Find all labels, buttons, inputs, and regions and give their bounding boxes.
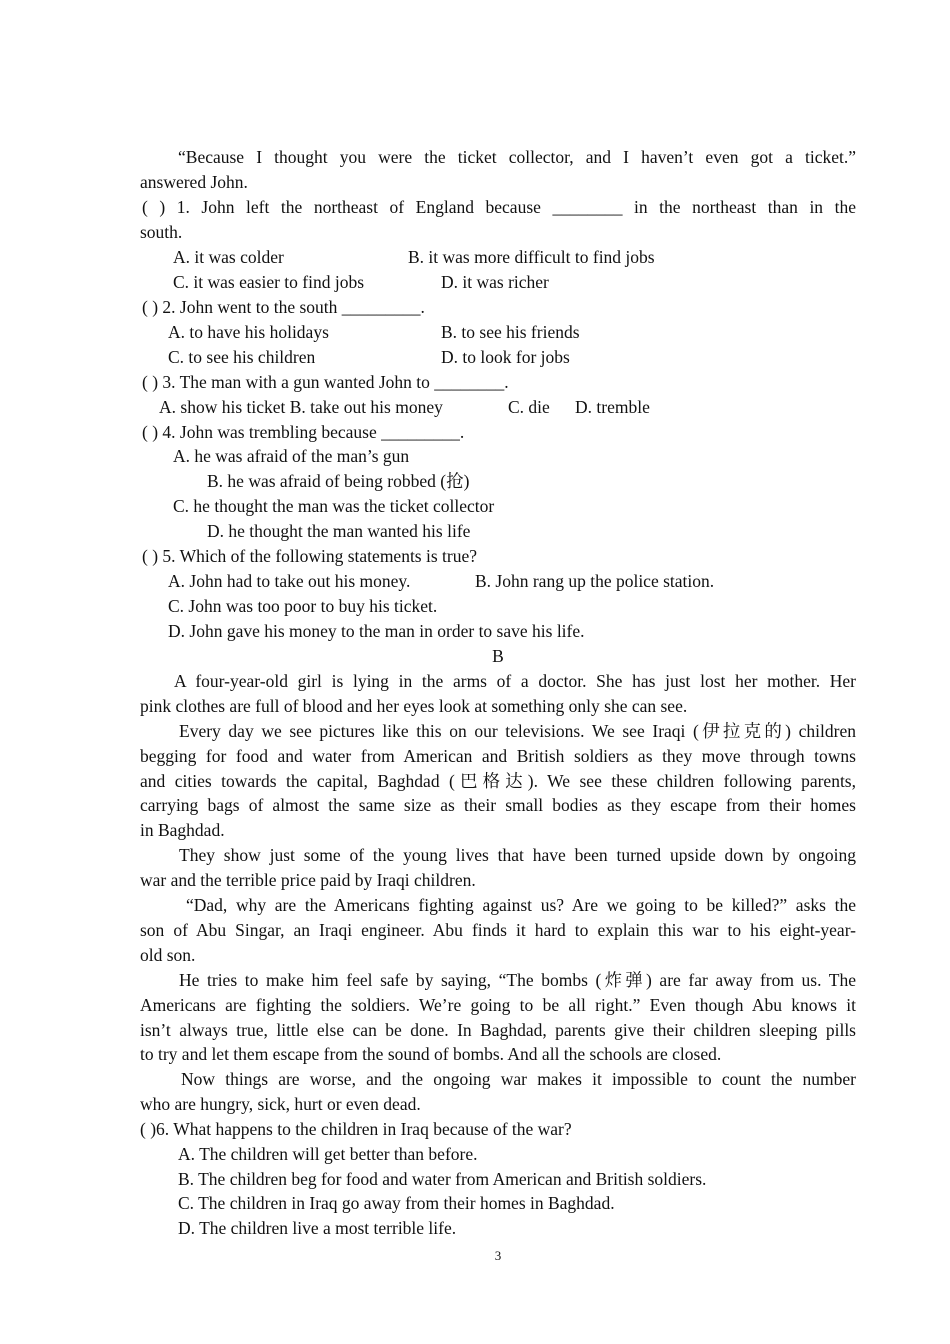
passage-line: son of Abu Singar, an Iraqi engineer. Abu finds it hard to explain this war to his eight-year-	[140, 920, 856, 940]
question-4-option-c: C. he thought the man was the ticket collector	[173, 496, 495, 516]
passage-line: to try and let them escape from the sound of bombs. And all the schools are closed.	[140, 1044, 722, 1064]
question-2-option-c: C. to see his children	[168, 347, 316, 367]
question-1-option-d: D. it was richer	[441, 272, 549, 292]
question-1-option-b: B. it was more difficult to find jobs	[408, 247, 655, 267]
question-3-stem: ( ) 3. The man with a gun wanted John to ________.	[142, 372, 509, 392]
passage-line: in Baghdad.	[140, 820, 225, 840]
passage-line: carrying bags of almost the same size as their small bodies as they escape from their homes	[140, 795, 856, 815]
passage-line: who are hungry, sick, hurt or even dead.	[140, 1094, 421, 1114]
question-2-stem: ( ) 2. John went to the south _________.	[142, 297, 425, 317]
passage-line: He tries to make him feel safe by saying, “The bombs (炸弹) are far away from us. The	[179, 970, 856, 990]
question-5-option-d: D. John gave his money to the man in order to save his life.	[168, 621, 585, 641]
question-4-option-a: A. he was afraid of the man’s gun	[173, 446, 410, 466]
question-6-option-c: C. The children in Iraq go away from their homes in Baghdad.	[178, 1193, 615, 1213]
question-4-stem: ( ) 4. John was trembling because _________.	[142, 422, 465, 442]
passage-line: Americans are fighting the soldiers. We’re going to be all right.” Even though Abu knows it	[140, 995, 856, 1015]
question-4-option-b: B. he was afraid of being robbed (抢)	[207, 471, 470, 491]
question-2-option-a: A. to have his holidays	[168, 322, 329, 342]
passage-line: A four-year-old girl is lying in the arms of a doctor. She has just lost her mother. Her	[174, 671, 856, 691]
question-3-option-ab: A. show his ticket B. take out his money	[159, 397, 443, 417]
section-b-heading: B	[492, 646, 504, 666]
question-3-option-d: D. tremble	[575, 397, 650, 417]
question-2-option-b: B. to see his friends	[441, 322, 580, 342]
passage-line: Every day we see pictures like this on our televisions. We see Iraqi (伊拉克的) children	[179, 721, 856, 741]
question-1-option-a: A. it was colder	[173, 247, 284, 267]
question-6-option-a: A. The children will get better than before.	[178, 1144, 478, 1164]
question-5-option-c: C. John was too poor to buy his ticket.	[168, 596, 438, 616]
question-6-option-b: B. The children beg for food and water from American and British soldiers.	[178, 1169, 707, 1189]
passage-line: Now things are worse, and the ongoing war makes it impossible to count the number	[181, 1069, 856, 1089]
passage-line: pink clothes are full of blood and her eyes look at something only she can see.	[140, 696, 688, 716]
question-2-option-d: D. to look for jobs	[441, 347, 570, 367]
passage-line: They show just some of the young lives that have been turned upside down by ongoing	[179, 845, 856, 865]
passage-line: “Dad, why are the Americans fighting against us? Are we going to be killed?” asks the	[186, 895, 856, 915]
passage-line: “Because I thought you were the ticket collector, and I haven’t even got a ticket.”	[178, 147, 856, 167]
question-1-option-c: C. it was easier to find jobs	[173, 272, 365, 292]
passage-line: war and the terrible price paid by Iraqi children.	[140, 870, 476, 890]
question-4-option-d: D. he thought the man wanted his life	[207, 521, 471, 541]
passage-line: old son.	[140, 945, 196, 965]
question-5-stem: ( ) 5. Which of the following statements is true?	[142, 546, 478, 566]
question-5-option-b: B. John rang up the police station.	[475, 571, 715, 591]
question-3-option-c: C. die	[508, 397, 550, 417]
passage-line: answered John.	[140, 172, 248, 192]
passage-line: isn’t always true, little else can be done. In Baghdad, parents give their children sleeping pills	[140, 1020, 856, 1040]
question-6-option-d: D. The children live a most terrible life.	[178, 1218, 457, 1238]
question-5-option-a: A. John had to take out his money.	[168, 571, 411, 591]
passage-line: begging for food and water from American and British soldiers as they move through towns	[140, 746, 856, 766]
passage-line: and cities towards the capital, Baghdad (巴格达). We see these children following parents,	[140, 771, 856, 791]
question-1-stem: ( ) 1. John left the northeast of England because ________ in the northeast than in the	[142, 197, 856, 217]
question-6-stem: ( )6. What happens to the children in Iraq because of the war?	[140, 1119, 572, 1139]
question-1-stem-cont: south.	[140, 222, 183, 242]
page-number: 3	[494, 1248, 502, 1263]
